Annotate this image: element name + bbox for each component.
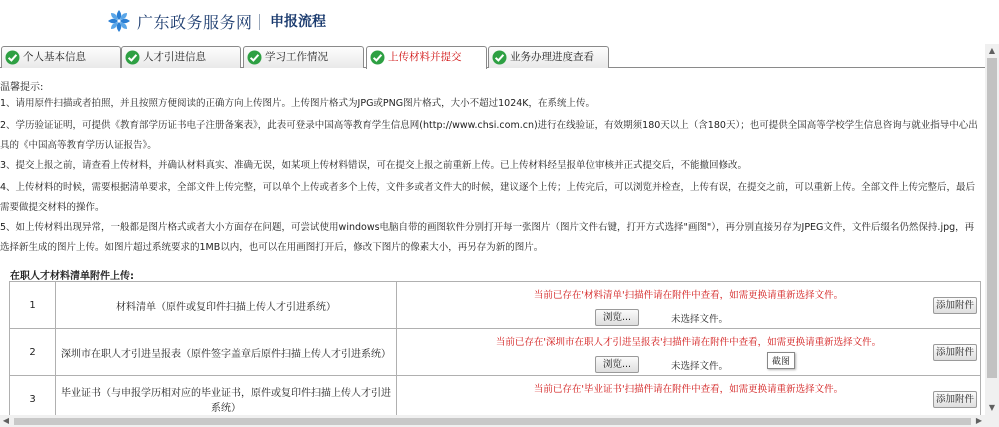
- add-attachment-button[interactable]: 添加附件: [933, 344, 977, 361]
- material-name: 深圳市在职人才引进呈报表（原件签字盖章后原件扫描上传人才引进系统）: [56, 329, 397, 376]
- add-attachment-button[interactable]: 添加附件: [933, 297, 977, 314]
- file-cell: [397, 376, 981, 416]
- tab-personal-info[interactable]: [1, 46, 121, 68]
- section-title: 在职人才材料清单附件上传:: [10, 271, 134, 282]
- notice-item: 4、上传材料的时候，需要根据清单要求，全部文件上传完整，可以单个上传或者多个上传，文件多或者文件大的时候，建议逐个上传；上传完后，可以浏览并检查，上传有误，在提交之前，可以重新上传。全部文件上传完整后，最后需要做提交材料的操作。: [0, 182, 976, 213]
- notice-title: 温馨提示:: [0, 82, 44, 93]
- tab-label: 个人基本信息: [23, 51, 86, 63]
- table-row: [10, 282, 981, 329]
- tab-label: 上传材料并提交: [388, 51, 462, 63]
- tab-label: 人才引进信息: [143, 51, 206, 63]
- table-row: [10, 329, 981, 376]
- tab-upload-submit[interactable]: [366, 46, 487, 69]
- notice-item: 5、如上传材料出现异常，一般都是图片格式或者大小方面存在问题，可尝试使用windows电脑自带的画图软件分别打开每一张图片（图片文件右键，打开方式选择"画图"），再分别直接另存为JPEG文件，文件后缀名仍然保持.jpg，再选择新生成的图片上传。如图片超过系统要求的1MB以内，也可以在用画图打开后，修改下图片的像素大小，再另存为新的图片。: [0, 222, 975, 253]
- existing-file-warning: 当前已存在'深圳市在职人才引进呈报表'扫描件请在附件中查看，如需更换请重新选择文件。: [495, 337, 882, 348]
- row-number: 2: [10, 329, 56, 376]
- row-number: 1: [10, 282, 56, 329]
- file-cell: [397, 282, 981, 329]
- scroll-right-icon[interactable]: ▶: [975, 416, 983, 425]
- existing-file-warning: 当前已存在'材料清单'扫描件请在附件中查看，如需更换请重新选择文件。: [533, 290, 844, 301]
- tab-study-work[interactable]: [243, 46, 364, 68]
- browse-button[interactable]: 浏览...: [595, 356, 639, 373]
- tab-label: 业务办理进度查看: [510, 51, 594, 63]
- check-circle-icon: [247, 50, 262, 65]
- upload-content: [0, 69, 985, 415]
- site-header: [0, 0, 999, 44]
- scroll-down-icon[interactable]: ▼: [988, 403, 996, 412]
- notice-item: 2、学历验证证明，可提供《教育部学历证书电子注册备案表》，此表可登录中国高等教育学生信息网(http://www.chsi.com.cn)进行在线验证，有效期须180天以上（含180天）；也可提供全国高等学校学生信息咨询与就业指导中心出具的《中国高等教育学历认证报告》。: [0, 120, 978, 151]
- add-attachment-button[interactable]: 添加附件: [933, 391, 977, 408]
- material-name: 材料清单（原件或复印件扫描上传人才引进系统）: [56, 282, 397, 329]
- row-number: 3: [10, 376, 56, 416]
- tab-progress[interactable]: [488, 46, 609, 68]
- scroll-left-icon[interactable]: ◀: [2, 416, 10, 425]
- check-circle-icon: [492, 50, 507, 65]
- no-file-label: 未选择文件。: [671, 361, 729, 372]
- scrollbar-corner: [985, 415, 999, 427]
- check-circle-icon: [125, 50, 140, 65]
- step-tabs: [0, 46, 985, 68]
- vertical-scrollbar[interactable]: [985, 44, 999, 415]
- site-name: 广东政务服务网: [137, 13, 253, 32]
- browse-button[interactable]: 浏览...: [595, 309, 639, 326]
- notice-item: 3、提交上报之前，请查看上传材料，并确认材料真实、准确无误，如某项上传材料错误，可在提交上报之前重新上传。已上传材料经呈报单位审核并正式提交后，不能撤回修改。: [0, 160, 748, 171]
- check-circle-icon: [5, 50, 20, 65]
- table-row: [10, 376, 981, 416]
- file-cell: [397, 329, 981, 376]
- tab-talent-info[interactable]: [121, 46, 241, 68]
- page-title: 申报流程: [270, 14, 326, 30]
- horizontal-scrollbar[interactable]: [0, 415, 985, 427]
- material-name: 毕业证书（与申报学历相对应的毕业证书，原件或复印件扫描上传人才引进系统）: [56, 376, 397, 416]
- tab-label: 学习工作情况: [265, 51, 328, 63]
- guangdong-logo-icon: [106, 8, 132, 34]
- check-circle-icon: [370, 50, 385, 65]
- scrollbar-thumb[interactable]: [987, 58, 997, 378]
- scroll-up-icon[interactable]: ▲: [988, 46, 996, 55]
- attachment-table: [9, 281, 981, 415]
- header-divider: [259, 14, 260, 30]
- existing-file-warning: 当前已存在'毕业证书'扫描件请在附件中查看，如需更换请重新选择文件。: [533, 384, 844, 395]
- scrollbar-thumb[interactable]: [14, 418, 971, 425]
- notice-item: 1、请用原件扫描或者拍照，并且按照方便阅读的正确方向上传图片。上传图片格式为JPG或PNG图片格式，大小不超过1024K，在系统上传。: [0, 98, 596, 109]
- screenshot-tooltip: 截图: [767, 352, 795, 369]
- no-file-label: 未选择文件。: [671, 314, 729, 325]
